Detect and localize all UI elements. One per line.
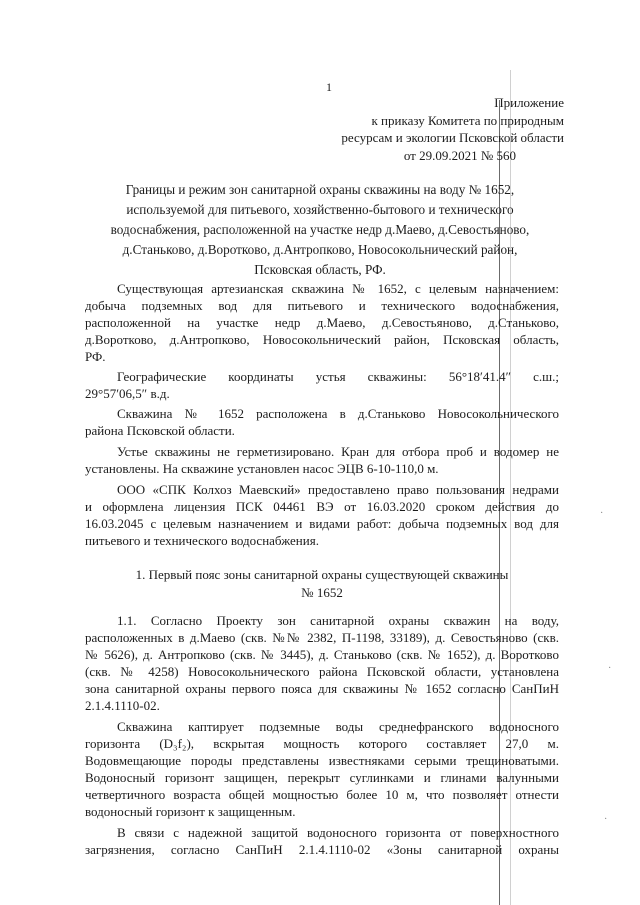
text-line: Географические координаты устья скважины: 56°18′41.4″ с.ш.;	[117, 369, 559, 384]
text-line: 1.1. Согласно Проекту зон санитарной охраны скважин на воду,	[117, 613, 559, 628]
section-heading-line: № 1652	[301, 585, 343, 600]
text-line: питьевого и технического водоснабжения.	[85, 533, 319, 548]
scan-speck: ·	[608, 663, 612, 674]
text-line: расположенной на участке недр д.Маево, д.Севостьяново, д.Станьково,	[85, 315, 559, 330]
text-line: района Псковской области.	[85, 423, 235, 438]
text-line: (скв. № 4258) Новосокольнического района Псковской области, установлена	[85, 664, 559, 679]
text-line: зона санитарной охраны первого пояса для скважины № 1652 согласно СанПиН	[85, 681, 559, 696]
text-line: четвертичного возраста общей мощностью более 10 м, что позволяет отнести	[85, 787, 559, 802]
text-line: Скважина каптирует подземные воды среднефранского водоносного	[117, 719, 559, 734]
appendix-line: от 29.09.2021 № 560	[403, 147, 516, 163]
page-number: 1	[326, 80, 332, 94]
title-line: Границы и режим зон санитарной охраны скважины на воду № 1652,	[125, 182, 515, 197]
text-line: и оформлена лицензия ПСК 04461 ВЭ от 16.03.2020 сроком действия до	[85, 499, 559, 514]
appendix-line: Приложение	[494, 95, 564, 110]
text-line: водоносный горизонт к защищенным.	[85, 804, 296, 819]
title-line: Псковская область, РФ.	[254, 262, 386, 277]
text-line: РФ.	[85, 349, 106, 364]
text-line: 29°57′06,5″ в.д.	[85, 386, 170, 401]
section-heading	[85, 566, 559, 602]
text-line: добыча подземных вод для питьевого и технического водоснабжения,	[85, 298, 559, 313]
text-line: 2.1.4.1110-02.	[85, 698, 160, 713]
document-title	[70, 180, 570, 280]
scan-speck: ·	[600, 508, 604, 519]
title-line: водоснабжения, расположенной на участке недр д.Маево, д.Севостьяново,	[110, 222, 530, 237]
appendix-line: к приказу Комитета по природным	[371, 112, 564, 128]
text-line: горизонта (D₃f₂), вскрытая мощность которого составляет 27,0 м.	[85, 736, 559, 751]
text-line: Устье скважины не герметизировано. Кран для отбора проб и водомер не	[117, 444, 559, 459]
appendix-block	[341, 94, 564, 164]
section-heading-line: 1. Первый пояс зоны санитарной охраны существующей скважины	[135, 567, 509, 582]
text-line: загрязнения, согласно СанПиН 2.1.4.1110-02 «Зоны санитарной охраны	[85, 842, 559, 857]
text-line: ООО «СПК Колхоз Маевский» предоставлено право пользования недрами	[117, 482, 559, 497]
scan-speck: ·	[604, 814, 608, 825]
text-line: Водоносный горизонт защищен, перекрыт суглинками и глинами валунными	[85, 770, 559, 785]
text-line: Водовмещающие породы представлены известняками серыми трещиноватыми.	[85, 753, 559, 768]
text-line: установлены. На скважине установлен насос ЭЦВ 6-10-110,0 м.	[85, 461, 439, 476]
text-line: № 5626), д. Антропково (скв. № 3445), д. Станьково (скв. № 1652), д. Воротково	[85, 647, 559, 662]
title-line: д.Станьково, д.Воротково, д.Антропково, Новосокольнический район,	[122, 242, 518, 257]
title-line: используемой для питьевого, хозяйственно-бытового и технического	[126, 202, 514, 217]
text-line: Существующая артезианская скважина № 1652, с целевым назначением:	[117, 281, 559, 296]
text-line: В связи с надежной защитой водоносного горизонта от поверхностного	[117, 825, 559, 840]
appendix-line: ресурсам и экологии Псковской области	[341, 130, 564, 145]
text-line: расположенных в д.Маево (скв. №№ 2382, П-1198, 33189), д. Севостьяново (скв.	[85, 630, 559, 645]
text-line: 16.03.2045 с целевым назначением и видами работ: добыча подземных вод для	[85, 516, 559, 531]
text-line: Скважина № 1652 расположена в д.Станьково Новосокольнического	[117, 406, 559, 421]
text-line: д.Воротково, д.Антропково, Новосокольнический район, Псковская область,	[85, 332, 559, 347]
